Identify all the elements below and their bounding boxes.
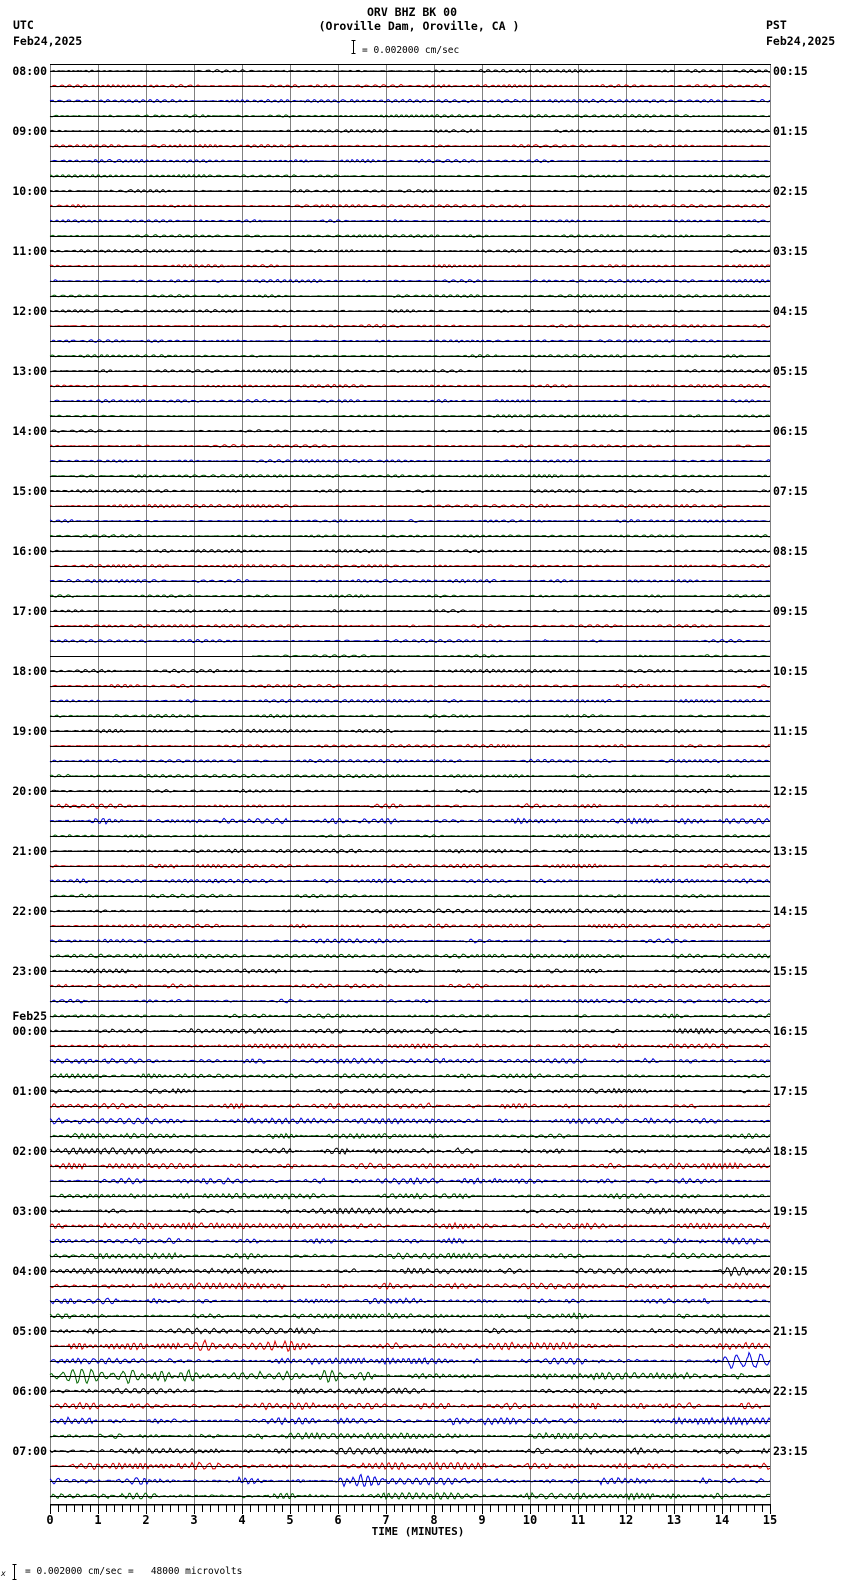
- x-axis-tick-label: 4: [238, 1513, 246, 1527]
- x-axis-tick-label: 14: [714, 1513, 730, 1527]
- pst-hour-label: 01:15: [773, 124, 808, 138]
- x-axis-tick-label: 13: [666, 1513, 682, 1527]
- seismic-trace: [50, 1148, 770, 1154]
- left-date-label: Feb24,2025: [13, 34, 83, 48]
- utc-hour-label: 14:00: [12, 424, 47, 438]
- pst-hour-label: 09:15: [773, 604, 808, 618]
- pst-hour-label: 21:15: [773, 1324, 808, 1338]
- x-axis-tick-label: 8: [430, 1513, 438, 1527]
- pst-hour-label: 20:15: [773, 1264, 808, 1278]
- utc-hour-label: 04:00: [12, 1264, 47, 1278]
- pst-hour-label: 14:15: [773, 904, 808, 918]
- station-title: ORV BHZ BK 00: [366, 5, 457, 19]
- utc-hour-label: 17:00: [12, 604, 47, 618]
- utc-hour-label: 12:00: [12, 304, 47, 318]
- right-date-label: Feb24,2025: [766, 34, 836, 48]
- pst-hour-label: 00:15: [773, 64, 808, 78]
- utc-hour-label: 09:00: [12, 124, 47, 138]
- x-axis-tick-label: 0: [46, 1513, 54, 1527]
- pst-hour-label: 07:15: [773, 484, 808, 498]
- pst-hour-label: 10:15: [773, 664, 808, 678]
- seismic-trace: [50, 1163, 770, 1169]
- pst-hour-label: 04:15: [773, 304, 808, 318]
- utc-hour-label: 05:00: [12, 1324, 47, 1338]
- utc-hour-label: 07:00: [12, 1444, 47, 1458]
- left-timezone-label: UTC: [13, 18, 34, 32]
- seismic-trace: [50, 1328, 770, 1334]
- seismic-trace: [50, 159, 770, 162]
- x-axis-title: TIME (MINUTES): [371, 1525, 465, 1538]
- pst-hour-label: 13:15: [773, 844, 808, 858]
- pst-hour-label: 16:15: [773, 1024, 808, 1038]
- utc-hour-label: 13:00: [12, 364, 47, 378]
- x-axis-tick-label: 9: [478, 1513, 486, 1527]
- x-axis-tick-label: 1: [94, 1513, 102, 1527]
- x-axis-tick-label: 11: [570, 1513, 586, 1527]
- pst-hour-label: 08:15: [773, 544, 808, 558]
- seismic-trace: [50, 1462, 770, 1469]
- footer-scale-text: = 0.002000 cm/sec = 48000 microvolts: [25, 1566, 243, 1577]
- pst-hour-label: 06:15: [773, 424, 808, 438]
- utc-hour-label: 01:00: [12, 1084, 47, 1098]
- pst-hour-label: 05:15: [773, 364, 808, 378]
- utc-hour-label: 03:00: [12, 1204, 47, 1218]
- seismic-trace: [50, 789, 770, 793]
- utc-hour-label: 16:00: [12, 544, 47, 558]
- seismic-trace: [50, 1448, 770, 1455]
- station-location: (Oroville Dam, Oroville, CA ): [318, 19, 520, 33]
- utc-hour-label: 21:00: [12, 844, 47, 858]
- seismic-trace: [50, 759, 770, 762]
- seismic-trace: [50, 1014, 770, 1018]
- header-scale-text: = 0.002000 cm/sec: [362, 45, 460, 56]
- utc-hour-label: 22:00: [12, 904, 47, 918]
- x-axis-tick-label: 6: [334, 1513, 342, 1527]
- utc-date-change-label: Feb25: [12, 1009, 47, 1023]
- pst-hour-label: 18:15: [773, 1144, 808, 1158]
- seismic-trace: [50, 774, 770, 777]
- seismic-trace: [50, 1103, 770, 1109]
- seismic-trace: [50, 939, 770, 943]
- pst-hour-label: 02:15: [773, 184, 808, 198]
- x-axis-tick-label: 3: [190, 1513, 198, 1527]
- utc-hour-label: 15:00: [12, 484, 47, 498]
- seismic-trace: [50, 1353, 770, 1369]
- utc-hour-label: 18:00: [12, 664, 47, 678]
- pst-hour-label: 17:15: [773, 1084, 808, 1098]
- seismic-trace: [50, 1475, 770, 1487]
- utc-hour-label: 00:00: [12, 1024, 47, 1038]
- utc-hour-label: 11:00: [12, 244, 47, 258]
- footer-prefix: x: [1, 1569, 6, 1578]
- x-axis-tick-label: 5: [286, 1513, 294, 1527]
- x-axis-tick-label: 2: [142, 1513, 150, 1527]
- x-axis-tick-label: 12: [618, 1513, 634, 1527]
- seismic-trace: [50, 1388, 770, 1394]
- seismic-trace: [50, 1118, 770, 1124]
- utc-hour-label: 20:00: [12, 784, 47, 798]
- seismic-trace: [50, 1313, 770, 1319]
- seismic-trace: [50, 909, 770, 913]
- x-axis-tick-label: 15: [762, 1513, 778, 1527]
- seismic-trace: [50, 1433, 770, 1439]
- utc-hour-label: 23:00: [12, 964, 47, 978]
- pst-hour-label: 12:15: [773, 784, 808, 798]
- seismic-trace: [50, 1208, 770, 1214]
- pst-hour-label: 15:15: [773, 964, 808, 978]
- pst-hour-label: 19:15: [773, 1204, 808, 1218]
- utc-hour-label: 02:00: [12, 1144, 47, 1158]
- pst-hour-label: 23:15: [773, 1444, 808, 1458]
- seismic-trace: [50, 1133, 770, 1138]
- seismic-trace: [50, 69, 770, 72]
- right-timezone-label: PST: [766, 18, 787, 32]
- x-axis-tick-label: 10: [522, 1513, 538, 1527]
- utc-hour-label: 19:00: [12, 724, 47, 738]
- x-axis-tick-label: 7: [382, 1513, 390, 1527]
- pst-hour-label: 11:15: [773, 724, 808, 738]
- pst-hour-label: 22:15: [773, 1384, 808, 1398]
- utc-hour-label: 06:00: [12, 1384, 47, 1398]
- seismic-trace: [50, 1058, 770, 1063]
- utc-hour-label: 10:00: [12, 184, 47, 198]
- utc-hour-label: 08:00: [12, 64, 47, 78]
- seismic-trace: [50, 1340, 770, 1351]
- pst-hour-label: 03:15: [773, 244, 808, 258]
